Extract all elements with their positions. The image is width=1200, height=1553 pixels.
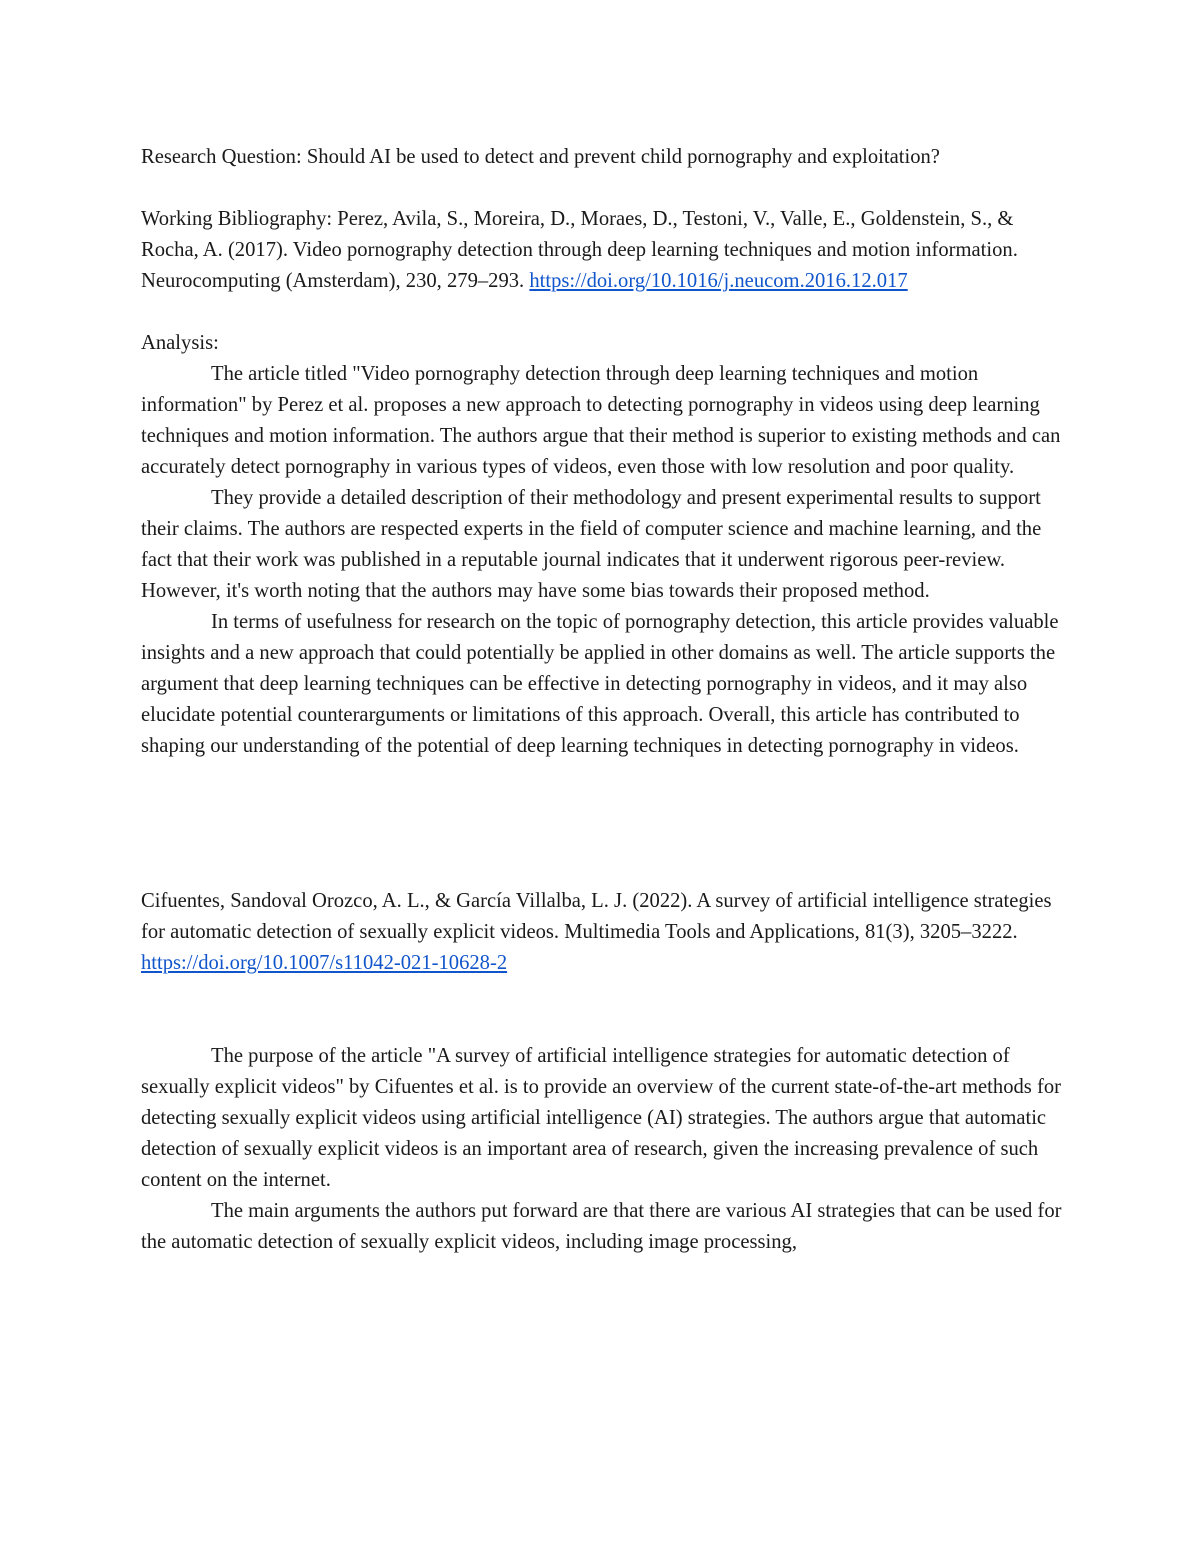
spacer — [141, 297, 1062, 328]
analysis-paragraph-1: The article titled "Video pornography detection through deep learning techniques and motion information" by Perez et al. proposes a new approach to detecting pornography in videos using deep learning techniques and motion information. The authors argue that their method is superior to existing methods and can accurately detect pornography in various types of videos, even those with low resolution and poor quality. — [141, 363, 1061, 478]
bibliography-entry-1 — [141, 204, 1062, 297]
bib2-paragraph-1: The purpose of the article "A survey of artificial intelligence strategies for automatic detection of sexually explicit videos" by Cifuentes et al. is to provide an overview of the current state-of-the-art methods for detecting sexually explicit videos using artificial intelligence (AI) strategies. The authors argue that automatic detection of sexually explicit videos is an important area of research, given the increasing prevalence of such content on the internet. — [141, 1045, 1061, 1191]
spacer — [141, 979, 1062, 1041]
doi-link-1[interactable]: https://doi.org/10.1016/j.neucom.2016.12.017 — [529, 270, 908, 292]
analysis-paragraph-3: In terms of usefulness for research on the topic of pornography detection, this article provides valuable insights and a new approach that could potentially be applied in other domains as well. The article supports the argument that deep learning techniques can be effective in detecting pornography in videos, and it may also elucidate potential counterarguments or limitations of this approach. Overall, this article has contributed to shaping our understanding of the potential of deep learning techniques in detecting pornography in videos. — [141, 611, 1059, 757]
research-question: Research Question: Should AI be used to detect and prevent child pornography and exploitation? — [141, 146, 940, 168]
spacer — [141, 173, 1062, 204]
spacer — [141, 762, 1062, 886]
bibliography-entry-2 — [141, 886, 1062, 979]
bibliography-entry-2-text: Cifuentes, Sandoval Orozco, A. L., & García Villalba, L. J. (2022). A survey of artificial intelligence strategies for automatic detection of sexually explicit videos. Multimedia Tools and Applications, 81(3), 3205–3222. — [141, 890, 1052, 943]
bibliography-entry-1-text: Working Bibliography: Perez, Avila, S., Moreira, D., Moraes, D., Testoni, V., Valle, E., Goldenstein, S., & Rocha, A. (2017). Video pornography detection through deep learning techniques and motion information. Neurocomputing (Amsterdam), 230, 279–293. — [141, 208, 1018, 292]
doi-link-2[interactable]: https://doi.org/10.1007/s11042-021-10628-2 — [141, 952, 508, 974]
analysis-paragraph-2: They provide a detailed description of their methodology and present experimental results to support their claims. The authors are respected experts in the field of computer science and machine learning, and the fact that their work was published in a reputable journal indicates that it underwent rigorous peer-review. However, it's worth noting that the authors may have some bias towards their proposed method. — [141, 487, 1042, 602]
bib2-paragraph-2: The main arguments the authors put forward are that there are various AI strategies that can be used for the automatic detection of sexually explicit videos, including image processing, — [141, 1200, 1062, 1253]
analysis-label: Analysis: — [141, 332, 219, 354]
